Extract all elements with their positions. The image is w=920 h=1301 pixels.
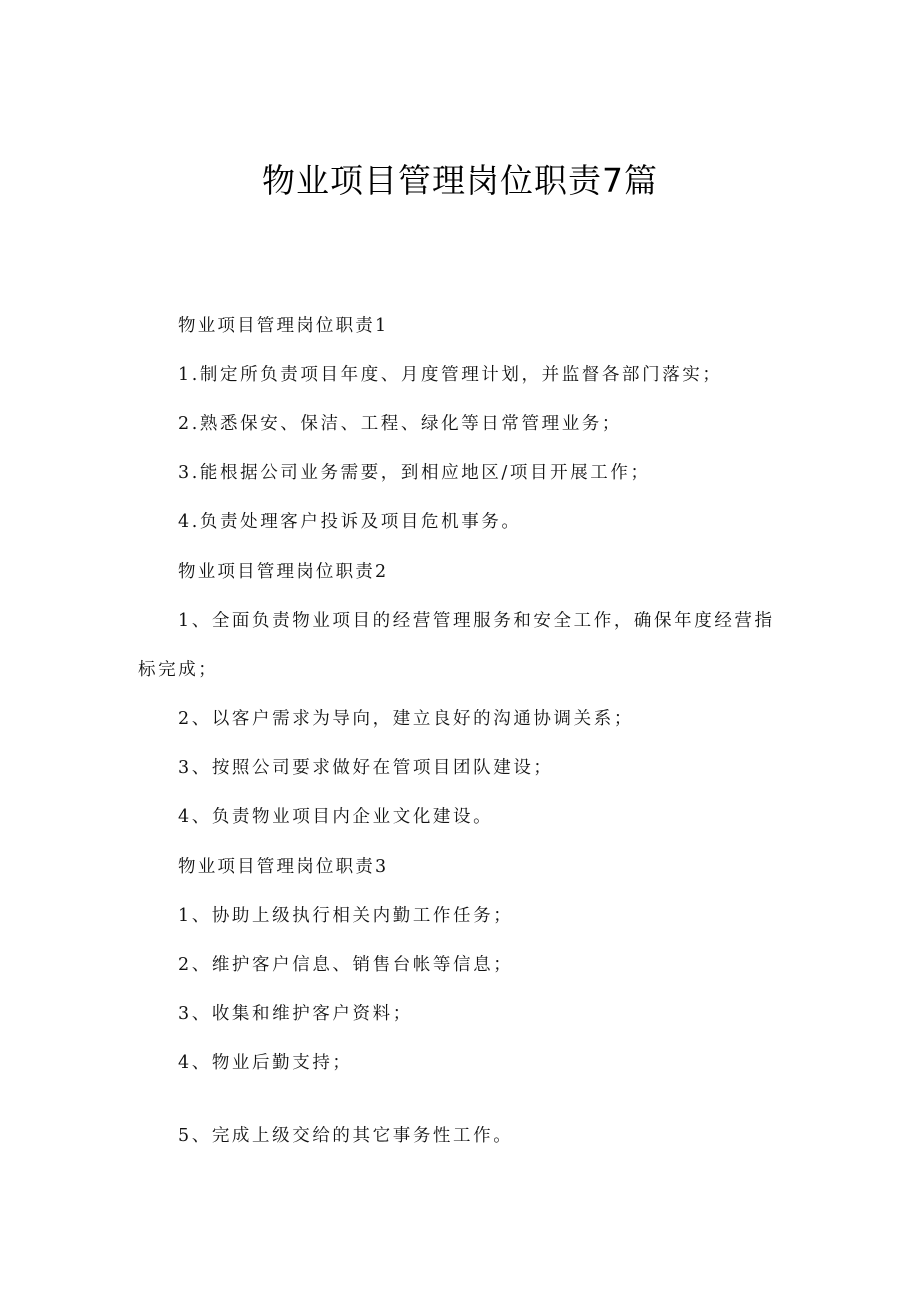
- section-2-item-4: 4、负责物业项目内企业文化建设。: [178, 807, 494, 827]
- section-1-item-1: 1.制定所负责项目年度、月度管理计划，并监督各部门落实；: [178, 365, 723, 385]
- section-2-item-1-continued: 标完成；: [138, 660, 219, 680]
- section-3-item-4: 4、物业后勤支持；: [178, 1053, 353, 1073]
- section-3-heading: 物业项目管理岗位职责3: [178, 857, 389, 877]
- section-2-heading: 物业项目管理岗位职责2: [178, 562, 389, 582]
- section-3-item-1: 1、协助上级执行相关内勤工作任务；: [178, 906, 514, 926]
- section-3-item-5: 5、完成上级交给的其它事务性工作。: [178, 1126, 514, 1146]
- section-3-item-3: 3、收集和维护客户资料；: [178, 1004, 413, 1024]
- section-3-item-2: 2、维护客户信息、销售台帐等信息；: [178, 955, 514, 975]
- section-1-item-3: 3.能根据公司业务需要，到相应地区/项目开展工作；: [178, 463, 651, 483]
- section-2-item-1: 1、全面负责物业项目的经营管理服务和安全工作，确保年度经营指: [178, 611, 775, 631]
- document-title: 物业项目管理岗位职责7篇: [262, 161, 658, 200]
- section-1-heading: 物业项目管理岗位职责1: [178, 316, 389, 336]
- section-2-item-3: 3、按照公司要求做好在管项目团队建设；: [178, 758, 554, 778]
- section-1-item-4: 4.负责处理客户投诉及项目危机事务。: [178, 512, 522, 532]
- section-2-item-2: 2、以客户需求为导向，建立良好的沟通协调关系；: [178, 709, 634, 729]
- section-1-item-2: 2.熟悉保安、保洁、工程、绿化等日常管理业务；: [178, 414, 622, 434]
